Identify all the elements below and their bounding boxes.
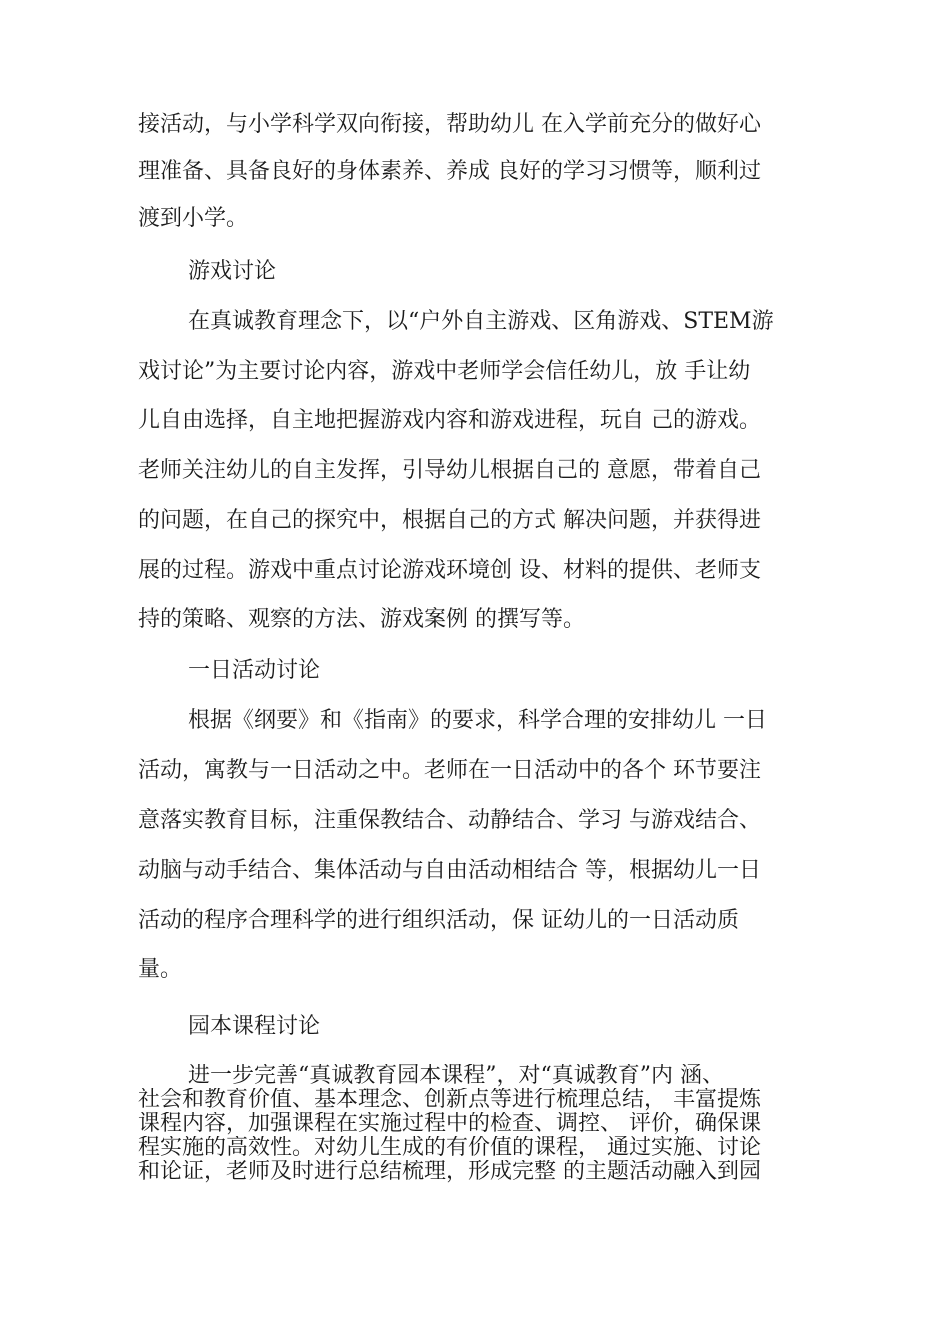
daily-line-3: 意落实教育目标，注重保教结合、动静结合、学习 与游戏结合、 <box>138 808 761 833</box>
game-line-4: 老师关注幼儿的自主发挥，引导幼儿根据自己的 意愿，带着自己 <box>138 458 761 483</box>
curriculum-line-1: 进一步完善“真诚教育园本课程”，对“真诚教育”内 涵、 <box>188 1064 724 1088</box>
intro-line-1: 接活动，与小学科学双向衔接，帮助幼儿 在入学前充分的做好心 <box>138 112 761 137</box>
intro-line-3: 渡到小学。 <box>138 206 249 231</box>
daily-line-4: 动脑与动手结合、集体活动与自由活动相结合 等，根据幼儿一日 <box>138 858 761 883</box>
curriculum-line-3: 课程内容，加强课程在实施过程中的检查、调控、 评价，确保课 <box>138 1112 761 1136</box>
intro-line-2: 理准备、具备良好的身体素养、养成 良好的学习习惯等，顺利过 <box>138 159 761 184</box>
game-line-6: 展的过程。游戏中重点讨论游戏环境创 设、材料的提供、老师支 <box>138 558 761 583</box>
daily-line-5: 活动的程序合理科学的进行组织活动，保 证幼儿的一日活动质 <box>138 908 739 933</box>
game-heading: 游戏讨论 <box>188 259 277 284</box>
curriculum-heading: 园本课程讨论 <box>188 1014 321 1039</box>
curriculum-line-5: 和论证，老师及时进行总结梳理，形成完整 的主题活动融入到园 <box>138 1160 761 1184</box>
daily-line-2: 活动，寓教与一日活动之中。老师在一日活动中的各个 环节要注 <box>138 758 761 783</box>
daily-heading: 一日活动讨论 <box>188 658 321 683</box>
game-line-7: 持的策略、观察的方法、游戏案例 的撰写等。 <box>138 607 585 632</box>
daily-line-6: 量。 <box>138 957 183 982</box>
daily-line-1: 根据《纲要》和《指南》的要求，科学合理的安排幼儿 一日 <box>188 708 767 733</box>
curriculum-line-2: 社会和教育价值、基本理念、创新点等进行梳理总结， 丰富提炼 <box>138 1088 761 1112</box>
curriculum-line-4: 程实施的高效性。对幼儿生成的有价值的课程， 通过实施、讨论 <box>138 1136 761 1160</box>
game-line-1: 在真诚教育理念下，以“户外自主游戏、区角游戏、STEM游 <box>188 309 774 334</box>
game-line-2: 戏讨论”为主要讨论内容，游戏中老师学会信任幼儿，放 手让幼 <box>138 359 751 384</box>
game-line-5: 的问题，在自己的探究中，根据自己的方式 解决问题，并获得进 <box>138 508 761 533</box>
game-line-3: 儿自由选择，自主地把握游戏内容和游戏进程，玩自 己的游戏。 <box>138 408 761 433</box>
